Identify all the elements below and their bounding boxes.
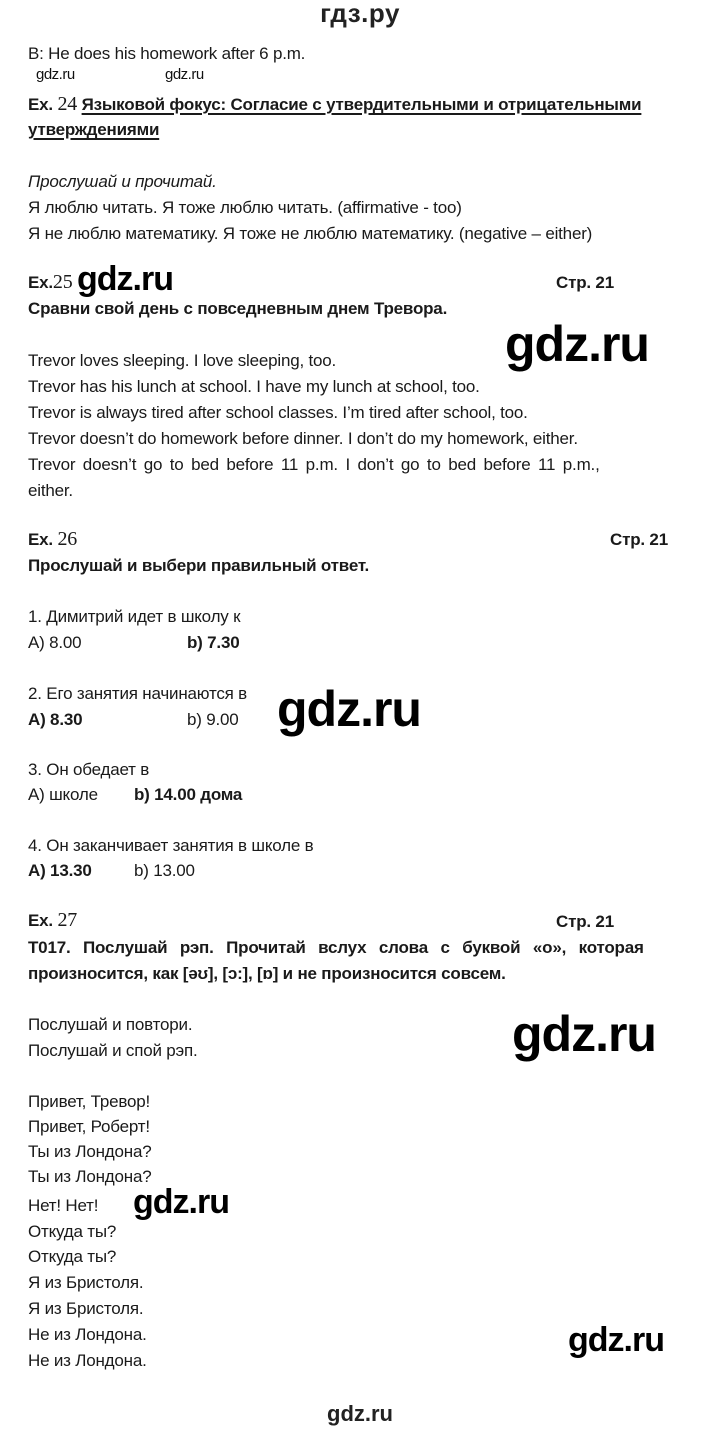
answer-b-correct: b) 7.30 [187, 633, 240, 652]
ex26-task: Прослушай и выбери правильный ответ. [28, 556, 370, 575]
watermark: gdz.ru [568, 1321, 664, 1359]
ex24-title-cont: утверждениями [28, 120, 160, 139]
watermark: gdz.ru [133, 1183, 229, 1221]
ex27-instruction: Послушай и спой рэп. [28, 1041, 198, 1060]
page-ref: Стр. 21 [556, 912, 614, 931]
rap-line: Откуда ты? [28, 1222, 117, 1241]
intro-line: B: He does his homework after 6 p.m. [28, 44, 306, 63]
answer-b: b) 9.00 [187, 710, 239, 729]
ex27-instruction: Послушай и повтори. [28, 1015, 193, 1034]
ex24-instruction: Прослушай и прочитай. [28, 172, 217, 191]
watermark: gdz.ru [505, 316, 649, 372]
ex25-line: Trevor doesn’t go to bed before 11 p.m. I don’t go to bed before 11 p.m., [28, 455, 600, 474]
watermark-small: gdz.ru [165, 66, 204, 83]
ex24-heading [28, 94, 641, 115]
ex27-heading [28, 910, 77, 931]
ex25-task: Сравни свой день с повседневным днем Тревора. [28, 299, 448, 318]
ex25-line: either. [28, 481, 73, 500]
ex25-line: Trevor doesn’t do homework before dinner. I don’t do my homework, either. [28, 429, 578, 448]
rap-line: Ты из Лондона? [28, 1142, 152, 1161]
ex-label: Ex. [28, 530, 53, 549]
rap-line: Я из Бристоля. [28, 1299, 144, 1318]
rap-line: Нет! Нет! [28, 1196, 99, 1215]
ex27-task-cont: произносится, как [əʊ], [ɔ:], [ɒ] и не произносится совсем. [28, 964, 506, 983]
ex27-task: T017. Послушай рэп. Прочитай вслух слова с буквой «o», которая [28, 938, 644, 957]
footer-watermark: gdz.ru [327, 1401, 393, 1426]
question: 1. Димитрий идет в школу к [28, 607, 241, 626]
answer-a: A) школе [28, 785, 98, 804]
ex25-line: Trevor loves sleeping. I love sleeping, too. [28, 351, 337, 370]
answer-b: b) 13.00 [134, 861, 195, 880]
watermark: gdz.ru [512, 1006, 656, 1062]
ex-number: 27 [57, 909, 78, 931]
ex24-title: Языковой фокус: Согласие с утвердительными и отрицательными [81, 95, 642, 114]
rap-line: Не из Лондона. [28, 1351, 147, 1370]
rap-line: Ты из Лондона? [28, 1167, 152, 1186]
rap-line: Привет, Роберт! [28, 1117, 150, 1136]
ex25-heading [28, 272, 73, 293]
rap-line: Привет, Тревор! [28, 1092, 151, 1111]
ex-number: 25 [52, 271, 73, 293]
ex25-line: Trevor has his lunch at school. I have my lunch at school, too. [28, 377, 480, 396]
ex-label: Ex. [28, 273, 53, 292]
watermark: gdz.ru [277, 681, 421, 737]
rap-line: Я из Бристоля. [28, 1273, 144, 1292]
ex-label: Ex. [28, 95, 53, 114]
rap-line: Не из Лондона. [28, 1325, 147, 1344]
question: 2. Его занятия начинаются в [28, 684, 247, 703]
watermark-small: gdz.ru [36, 66, 75, 83]
site-title: гдз.ру [320, 0, 400, 28]
ex-number: 26 [57, 528, 78, 550]
rap-line: Откуда ты? [28, 1247, 117, 1266]
ex26-heading [28, 529, 77, 550]
answer-a: A) 8.00 [28, 633, 82, 652]
ex25-line: Trevor is always tired after school classes. I’m tired after school, too. [28, 403, 528, 422]
answer-a-correct: A) 13.30 [28, 861, 92, 880]
ex24-line: Я люблю читать. Я тоже люблю читать. (affirmative - too) [28, 198, 462, 217]
page-ref: Стр. 21 [556, 273, 614, 292]
answer-b-correct: b) 14.00 дома [134, 785, 243, 804]
ex-label: Ex. [28, 911, 53, 930]
watermark: gdz.ru [77, 260, 173, 298]
answer-a-correct: A) 8.30 [28, 710, 83, 729]
question: 3. Он обедает в [28, 760, 150, 779]
question: 4. Он заканчивает занятия в школе в [28, 836, 314, 855]
ex24-line: Я не люблю математику. Я тоже не люблю математику. (negative – either) [28, 224, 593, 243]
page-ref: Стр. 21 [610, 530, 668, 549]
ex-number: 24 [57, 93, 78, 115]
